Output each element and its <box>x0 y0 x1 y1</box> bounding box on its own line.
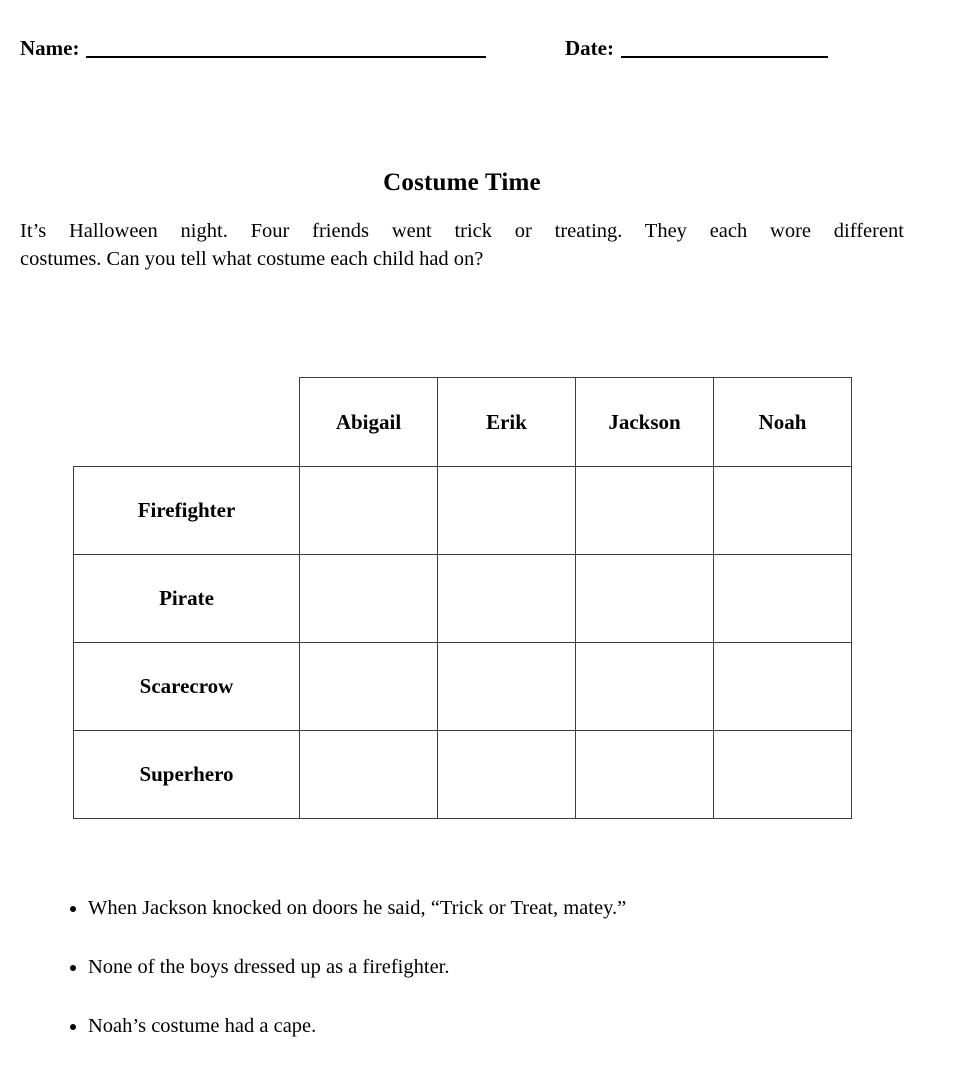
name-label: Name: <box>20 36 80 60</box>
grid-cell-pirate-abigail[interactable] <box>300 555 438 643</box>
grid-cell-firefighter-jackson[interactable] <box>576 467 714 555</box>
grid-cell-superhero-erik[interactable] <box>438 731 576 819</box>
name-date-row <box>0 0 976 61</box>
page-title: Costume Time <box>383 169 541 196</box>
grid-cell-scarecrow-erik[interactable] <box>438 643 576 731</box>
row-header-scarecrow: Scarecrow <box>74 643 300 731</box>
corner-cell <box>74 378 300 467</box>
grid-row-pirate <box>74 555 852 643</box>
grid-cell-pirate-erik[interactable] <box>438 555 576 643</box>
grid-cell-firefighter-noah[interactable] <box>714 467 852 555</box>
intro-line-1: It’s Halloween night. Four friends went trick or treating. They each wore different <box>20 220 904 242</box>
row-header-pirate: Pirate <box>74 555 300 643</box>
column-header-noah: Noah <box>714 378 852 467</box>
name-input-line[interactable] <box>86 42 486 58</box>
grid-cell-superhero-jackson[interactable] <box>576 731 714 819</box>
column-header-jackson: Jackson <box>576 378 714 467</box>
grid-cell-superhero-noah[interactable] <box>714 731 852 819</box>
grid-cell-scarecrow-noah[interactable] <box>714 643 852 731</box>
clue-list <box>50 895 976 1040</box>
name-block <box>20 36 495 61</box>
grid-cell-superhero-abigail[interactable] <box>300 731 438 819</box>
grid-header-row <box>74 378 852 467</box>
intro-line-2: costumes. Can you tell what costume each child had on? <box>20 247 484 270</box>
date-label: Date: <box>565 36 614 60</box>
grid-row-scarecrow <box>74 643 852 731</box>
row-header-superhero: Superhero <box>74 731 300 819</box>
grid-cell-pirate-noah[interactable] <box>714 555 852 643</box>
intro-paragraph <box>20 218 904 273</box>
date-input-line[interactable] <box>621 42 828 58</box>
grid-cell-firefighter-erik[interactable] <box>438 467 576 555</box>
grid-cell-scarecrow-jackson[interactable] <box>576 643 714 731</box>
date-block <box>565 36 828 61</box>
clue-item-2: • None of the boys dressed up as a firefighter. <box>88 954 976 981</box>
grid-cell-scarecrow-abigail[interactable] <box>300 643 438 731</box>
clue-item-3: • Noah’s costume had a cape. <box>88 1013 976 1040</box>
grid-cell-firefighter-abigail[interactable] <box>300 467 438 555</box>
logic-grid <box>73 377 852 819</box>
grid-cell-pirate-jackson[interactable] <box>576 555 714 643</box>
clue-item-1: • When Jackson knocked on doors he said, “Trick or Treat, matey.” <box>88 895 976 922</box>
grid-row-superhero <box>74 731 852 819</box>
column-header-abigail: Abigail <box>300 378 438 467</box>
grid-row-firefighter <box>74 467 852 555</box>
column-header-erik: Erik <box>438 378 576 467</box>
row-header-firefighter: Firefighter <box>74 467 300 555</box>
